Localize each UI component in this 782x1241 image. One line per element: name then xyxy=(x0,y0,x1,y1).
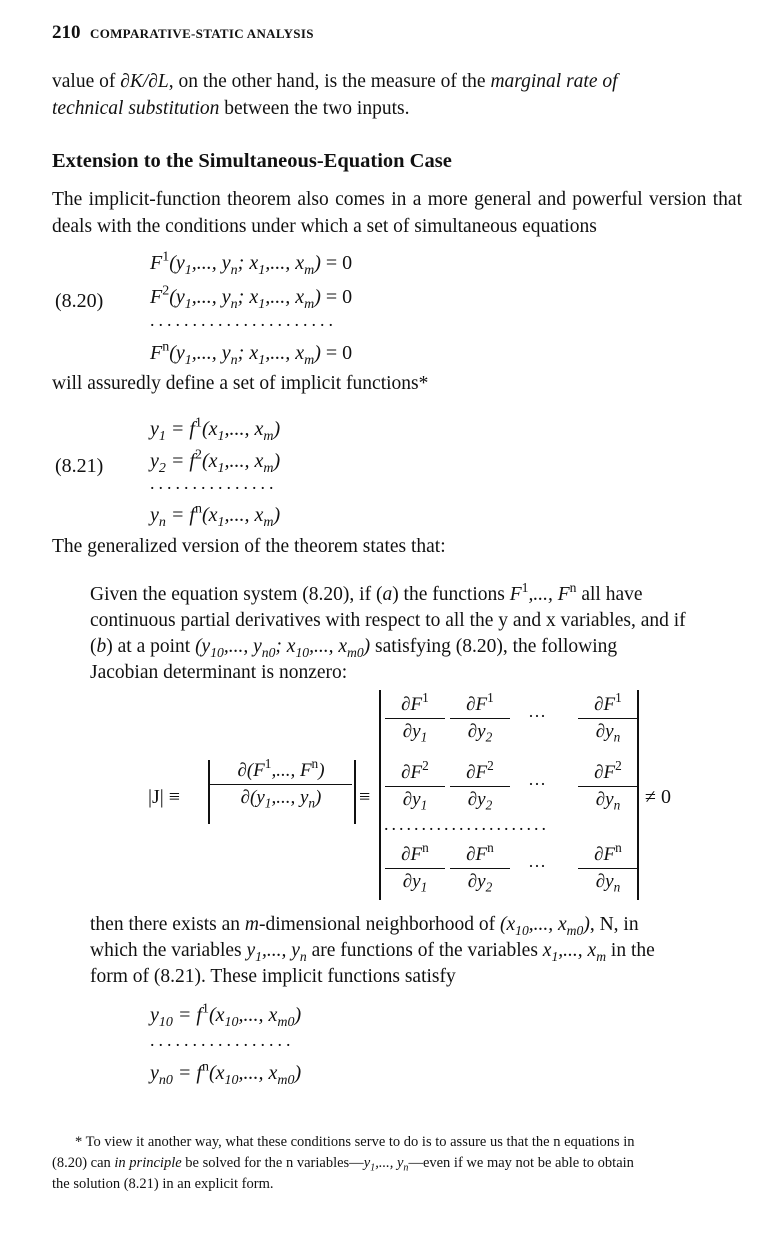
matrix-cell: $\frac{\partial F^1}{\partial y_2}$ xyxy=(450,694,510,743)
matrix-dots-row: ...................... xyxy=(384,814,549,834)
theorem-line-1: Given the equation system (8.20), if (a) the functions $F^1$,..., $F^n$ all have xyxy=(90,579,643,605)
eq-8-21-dots: ............... xyxy=(150,473,278,493)
footnote-line-2: (8.20) can in principle be solved for the n $variables—y_1$,..., $y_n—even$ if we may not be able to obtain xyxy=(52,1155,634,1174)
eq-8-20-label: (8.20) xyxy=(55,290,104,312)
footnote-line-3: the solution (8.21) in an explicit form. xyxy=(52,1176,274,1192)
eq-8-21-line-2: $y_2 = f^2(x_1$,..., $x_m$) xyxy=(150,447,281,476)
jacobian-lhs: |J| ≡ xyxy=(148,786,181,808)
matrix-ellipsis: ··· xyxy=(528,774,546,794)
eq-8-20-dots: ...................... xyxy=(150,310,337,330)
jacobian-equiv-2: ≡ xyxy=(359,786,371,808)
jacobian-notation-fraction: $\frac{\partial(F^1,..., F^n)}{\partial(y_1,..., y_n)}$ xyxy=(210,760,352,809)
theorem-line-2: continuous partial derivatives with respect to all the y and x variables, and if xyxy=(90,610,686,631)
final-eq-n: $y_{n0} = f^n(x_{10}$,..., $x_{m0}$) xyxy=(150,1059,302,1088)
matrix-cell: $\frac{\partial F^n}{\partial y_1}$ xyxy=(385,844,445,893)
matrix-cell: $\frac{\partial F^2}{\partial y_2}$ xyxy=(450,762,510,811)
theorem-line-4: Jacobian determinant is nonzero: xyxy=(90,662,348,683)
eq-8-21-line-1: $y_1 = f^1(x_1$,..., $x_m$) xyxy=(150,415,281,444)
running-title: COMPARATIVE-STATIC ANALYSIS xyxy=(90,26,314,41)
theorem-line-3: (b) at a point ($y_{10}$,..., $y_{n0}$; $x_{10}$,..., $x_{m0}$) satisfying (8.20), the following xyxy=(90,636,618,660)
will-assuredly-text: will assuredly define a set of implicit functions* xyxy=(52,373,429,394)
eq-8-20-line-2: $F^2(y_1$,..., $y_n$; $x_1$,..., $x_m) = 0$ xyxy=(150,283,353,312)
then-line-1: then there exists an m-dimensional neighborhood of ($x_{10}$,..., $x_{m0}$), N, in xyxy=(90,914,639,938)
det-bar-right-1 xyxy=(354,760,356,824)
matrix-cell: $\frac{\partial F^2}{\partial y_1}$ xyxy=(385,762,445,811)
jacobian-nonzero: ≠ 0 xyxy=(645,786,671,808)
eq-8-20-line-n: $F^n(y_1$,..., $y_n$; $x_1$,..., $x_m) = 0$ xyxy=(150,339,353,368)
final-dots: ................. xyxy=(150,1030,295,1050)
matrix-cell: $\frac{\partial F^n}{\partial y_2}$ xyxy=(450,844,510,893)
intro-line-1: value of ∂K/∂L, on the other hand, is the measure of the marginal rate of xyxy=(52,71,618,92)
matrix-cell: $\frac{\partial F^n}{\partial y_n}$ xyxy=(578,844,638,893)
then-line-2: which the variables $y_1$,..., $y_n$ are functions of the variables $x_1$,..., $x_m$ in the xyxy=(90,940,655,964)
matrix-cell: $\frac{\partial F^2}{\partial y_n}$ xyxy=(578,762,638,811)
final-eq-1: $y_{10} = f^1(x_{10}$,..., $x_{m0}$) xyxy=(150,1001,302,1030)
generalized-text: The generalized version of the theorem states that: xyxy=(52,536,446,557)
then-line-3: form of (8.21). These implicit functions satisfy xyxy=(90,966,456,987)
dk-dl-expression: ∂K/∂L xyxy=(120,71,169,92)
matrix-cell: $\frac{\partial F^1}{\partial y_1}$ xyxy=(385,694,445,743)
section-paragraph: The implicit-function theorem also comes in a more general and powerful version that deals with the conditions under which a set of simultaneous equations xyxy=(52,189,742,237)
matrix-cell: $\frac{\partial F^1}{\partial y_n}$ xyxy=(578,694,638,743)
det-bar-left-2 xyxy=(379,690,381,900)
eq-8-21-label: (8.21) xyxy=(55,455,104,477)
eq-8-21-line-n: $y_n = f^n(x_1$,..., $x_m$) xyxy=(150,501,281,530)
intro-line-2: technical substitution between the two inputs. xyxy=(52,98,410,119)
footnote-line-1: * To view it another way, what these conditions serve to do is to assure us that the n equations in xyxy=(75,1134,635,1150)
matrix-ellipsis: ··· xyxy=(528,856,546,876)
matrix-ellipsis: ··· xyxy=(528,706,546,726)
eq-8-20-line-1: $F^1(y_1$,..., $y_n$; $x_1$,..., $x_m) = 0$ xyxy=(150,249,353,278)
section-heading: Extension to the Simultaneous-Equation Case xyxy=(52,150,452,172)
page-number: 210 xyxy=(52,22,81,43)
